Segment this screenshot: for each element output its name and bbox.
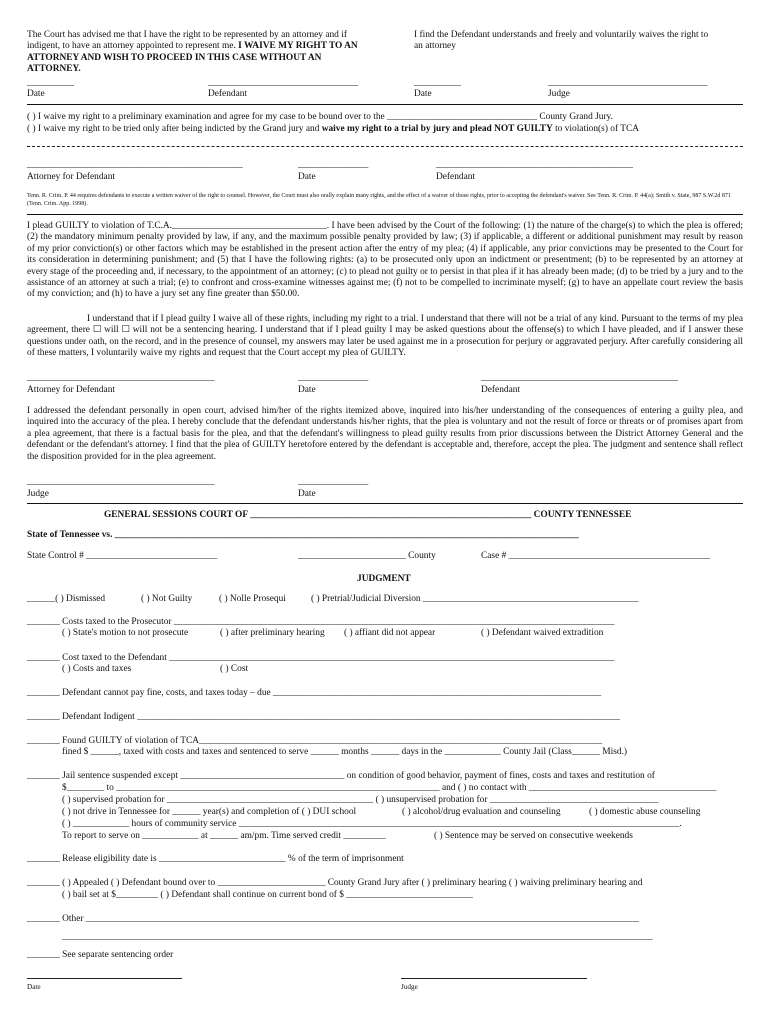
- attorney-waiver-text: [27, 30, 372, 76]
- found-guilty-line[interactable]: _______ Found GUILTY of violation of TCA______________________________________________________________________________________: [27, 736, 603, 746]
- label-date: Date: [298, 385, 316, 395]
- label-date: Date: [298, 489, 316, 499]
- opt-state-motion[interactable]: ( ) State's motion to not prosecute: [62, 628, 189, 638]
- waiver-jury-a: ( ) I waive my right to be tried only after being indicted by the Grand jury and: [27, 124, 322, 134]
- divider: [27, 214, 743, 215]
- label-judge: Judge: [401, 983, 418, 991]
- appeal-line-1[interactable]: _______ ( ) Appealed ( ) Defendant bound over to _______________________ County Grand Jury after ( ) preliminary hearing ( ) waiving preliminary hearing and: [27, 878, 643, 888]
- suspended-line-1[interactable]: _______ Jail sentence suspended except ___________________________________ on condition of good behavior, payment of fines, costs and taxes and restitution of: [27, 771, 655, 781]
- divider: [27, 503, 743, 504]
- date-sig-line[interactable]: [27, 978, 182, 979]
- rights-waiver-text: I understand that if I plead guilty I waive all of these rights, including my right to a trial. I understand that there will not be a trial of any kind. Pursuant to the terms of my plea agreement, there ☐ will ☐ will not be a sentencing hearing. I understand that if I plead guilty I may be asked questions about the offense(s) to which I have pleaded, and if I answer these questions under oath, on the record, and in the presence of counsel, my answers may later be used against me in a prosecution for perjury or aggravated perjury. After carefully considering all of these matters, I voluntarily waive my rights and request that the Court accept my plea of GUILTY.: [27, 314, 743, 359]
- suspended-line-2[interactable]: $________ to _____________________________________________________________________ and ( ) no contact with ________________________________________: [62, 783, 717, 793]
- sig-line-date[interactable]: _______________: [298, 373, 369, 383]
- opt-after-prelim[interactable]: ( ) after preliminary hearing: [220, 628, 325, 638]
- sig-line-attorney[interactable]: ______________________________________________: [27, 160, 243, 170]
- waiver-jury-line: [27, 124, 639, 136]
- sig-line-judge[interactable]: ________________________________________: [27, 477, 215, 487]
- opt-not-drive[interactable]: ( ) not drive in Tennessee for ______ year(s) and completion of ( ) DUI school: [62, 807, 357, 817]
- sig-line-date-2[interactable]: __________: [414, 78, 461, 88]
- sig-line-date[interactable]: _______________: [298, 160, 369, 170]
- attorney-waiver-bold: I WAIVE MY RIGHT TO AN ATTORNEY AND WISH TO PROCEED IN THIS CASE WITHOUT AN ATTORNEY.: [27, 41, 358, 75]
- label-defendant: Defendant: [436, 172, 476, 182]
- court-header: GENERAL SESSIONS COURT OF ____________________________________________________________ COUNTY TENNESSEE: [104, 510, 632, 520]
- indigent-line[interactable]: _______ Defendant Indigent _______________________________________________________________________________________________________: [27, 712, 620, 722]
- costs-defendant-line[interactable]: _______ Cost taxed to the Defendant _______________________________________________________________________________________________: [27, 653, 615, 663]
- cannot-pay-line[interactable]: _______ Defendant cannot pay fine, costs, and taxes today – due ______________________________________________________________________: [27, 688, 602, 698]
- rule-44-note: Tenn. R. Crim. P. 44 requires defendants to execute a written waiver of the right to counsel. However, the Court must also orally explain many rights, and the effect of a waiver of those rights, prior to accepting the defendant's waiver. See Tenn. R. Crim. P. 44(a); Smith v. State, 987 S.W.2d 871 (Tenn. Crim. App. 1998).: [27, 193, 731, 207]
- waiver-jury-c: to violation(s) of TCA: [552, 124, 640, 134]
- sig-line-defendant-1[interactable]: ________________________________: [208, 78, 358, 88]
- opt-extradition[interactable]: ( ) Defendant waived extradition: [481, 628, 604, 638]
- sig-line-defendant[interactable]: __________________________________________: [481, 373, 678, 383]
- opt-alcohol[interactable]: ( ) alcohol/drug evaluation and counseling: [402, 807, 561, 817]
- state-control-field[interactable]: State Control # ____________________________: [27, 551, 218, 561]
- divider: [27, 104, 743, 105]
- judgment-title: JUDGMENT: [357, 574, 411, 584]
- appeal-line-2[interactable]: ( ) bail set at $_________ ( ) Defendant shall continue on current bond of $ ___________________________: [62, 890, 473, 900]
- opt-weekends[interactable]: ( ) Sentence may be served on consecutive weekends: [434, 831, 633, 841]
- label-judge: Judge: [27, 489, 49, 499]
- state-vs-line[interactable]: State of Tennessee vs. ___________________________________________________________________________________________________: [27, 530, 579, 540]
- separate-order-line[interactable]: _______ See separate sentencing order: [27, 950, 174, 960]
- disp-not-guilty[interactable]: ( ) Not Guilty: [141, 594, 193, 604]
- guilty-plea-text: I plead GUILTY to violation of T.C.A._________________________________. I have been advised by the Court of the following: (1) the nature of the charge(s) to which the plea is offered; (2) the mandatory minimum penalty provided by law, if any, and the maximum possible penalty provided by law; (3) if applicable, a different or additional punishment may result by reason of my prior conviction(s) or other factors which may be established in the present action after the entry of my plea; (4) if applicable, any prior convictions may be presented to the Court for its consideration in determining punishment; and (5) that I have the following rights: (a) to be prosecuted only upon an indictment or presentment; (b) to be represented by an attorney at every stage of the proceeding and, if necessary, to the appointment of an attorney; (c) to plead not guilty or to persist in that plea if it has already been made; (d) to be tried by a jury and to the assistance of an attorney at such a trial; (e) to confront and cross-examine witnesses against me; (f) not to be compelled to incriminate myself; (g) to have an appellate court review the basis of my conviction; and (h) to have a jury set any fine greater than $50.00.: [27, 221, 743, 300]
- attorney-waiver-plain: The Court has advised me that I have the right to be represented by an attorney and if indigent, to have an attorney appointed to represent me.: [27, 30, 347, 52]
- label-date: Date: [298, 172, 316, 182]
- release-eligibility-line[interactable]: _______ Release eligibility date is ___________________________ % of the term of imprisonment: [27, 854, 404, 864]
- label-date: Date: [414, 89, 432, 99]
- waiver-prelim-line: ( ) I waive my right to a preliminary examination and agree for my case to be bound over to the ________________________________ County Grand Jury.: [27, 112, 613, 122]
- sig-line-defendant[interactable]: __________________________________________: [436, 160, 633, 170]
- suspended-line-3[interactable]: ( ) supervised probation for ____________________________________________ ( ) unsupervised probation for ____________________________________: [62, 795, 659, 805]
- judge-findings-text: I addressed the defendant personally in open court, advised him/her of the rights itemized above, inquired into his/her understanding of the consequences of entering a guilty plea, and inquired into the accuracy of the plea. I hereby conclude that the defendant understands his/her rights, that the plea is voluntary and not the result of force or threats or of promises apart from a plea agreement, that there is a factual basis for the plea, and that the defendant's willingness to plead guilty results from prior discussions between the District Attorney General and the defendant or the defendant's attorney. I find that the plea of GUILTY heretofore entered by the defendant is acceptable and, therefore, accept the plea. The judgment and sentence shall reflect the disposition provided for in the plea agreement.: [27, 406, 743, 462]
- disp-diversion[interactable]: ( ) Pretrial/Judicial Diversion ______________________________________________: [311, 594, 639, 604]
- opt-cost[interactable]: ( ) Cost: [220, 664, 249, 674]
- case-number-field[interactable]: Case # ___________________________________________: [481, 551, 711, 561]
- waiver-jury-bold: waive my right to a trial by jury and plead NOT GUILTY: [321, 124, 553, 134]
- opt-costs-taxes[interactable]: ( ) Costs and taxes: [62, 664, 132, 674]
- report-line[interactable]: To report to serve on ____________ at ______ am/pm. Time served credit _________: [62, 831, 386, 841]
- label-defendant: Defendant: [208, 89, 248, 99]
- other-line-2[interactable]: ______________________________________________________________________________________________________________________________: [62, 932, 653, 942]
- label-judge: Judge: [548, 89, 570, 99]
- label-defendant: Defendant: [481, 385, 521, 395]
- label-attorney: Attorney for Defendant: [27, 385, 115, 395]
- judge-finding-text: I find the Defendant understands and freely and voluntarily waives the right to an attorney: [414, 30, 709, 52]
- disp-dismissed[interactable]: ______( ) Dismissed: [27, 594, 106, 604]
- disp-nolle[interactable]: ( ) Nolle Prosequi: [219, 594, 286, 604]
- community-service-line[interactable]: ( ) ____________ hours of community service ______________________________________________________________________________________________.: [62, 819, 682, 829]
- label-date: Date: [27, 983, 41, 991]
- sig-line-date-1[interactable]: __________: [27, 78, 74, 88]
- costs-prosecutor-line[interactable]: _______ Costs taxed to the Prosecutor ______________________________________________________________________________________________: [27, 617, 615, 627]
- sentence-line[interactable]: fined $ ______, taxed with costs and taxes and sentenced to serve ______ months ______ days in the ____________ County Jail (Class______ Misd.): [62, 747, 628, 757]
- label-attorney: Attorney for Defendant: [27, 172, 115, 182]
- sig-line-judge-1[interactable]: __________________________________: [548, 78, 708, 88]
- county-field[interactable]: _______________________ County: [298, 551, 436, 561]
- other-line-1[interactable]: _______ Other ______________________________________________________________________________________________________________________: [27, 914, 639, 924]
- opt-domestic[interactable]: ( ) domestic abuse counseling: [589, 807, 701, 817]
- sig-line-attorney[interactable]: ________________________________________: [27, 373, 215, 383]
- sig-line-date[interactable]: _______________: [298, 477, 369, 487]
- opt-affiant[interactable]: ( ) affiant did not appear: [344, 628, 436, 638]
- label-date: Date: [27, 89, 45, 99]
- judge-sig-line[interactable]: [401, 978, 587, 979]
- tca-line[interactable]: [27, 146, 743, 147]
